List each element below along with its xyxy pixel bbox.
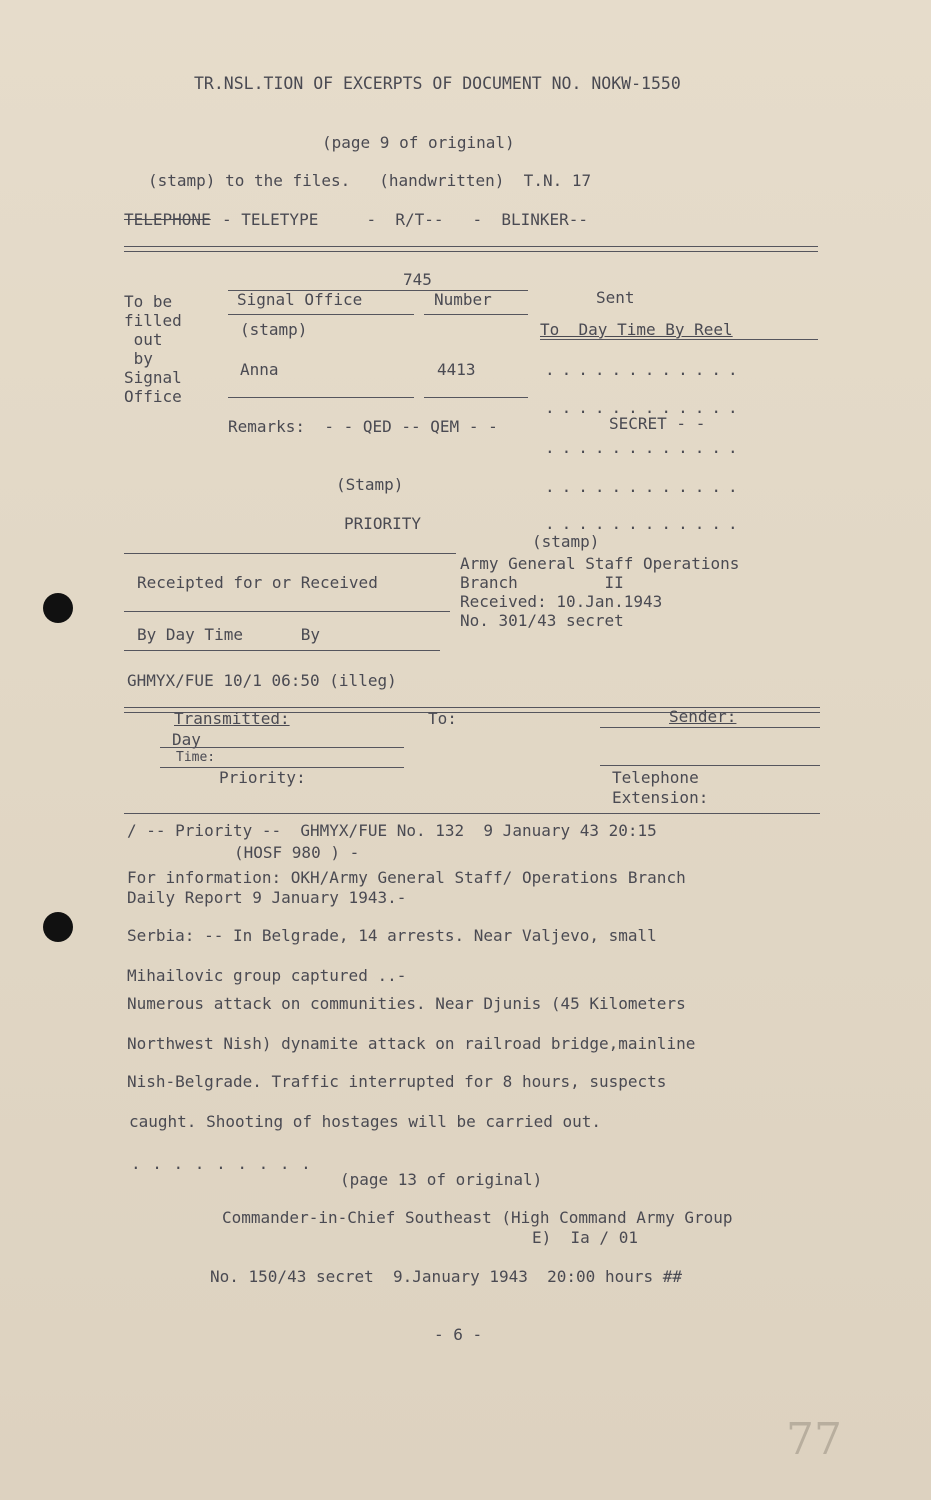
sender-rule [600, 727, 820, 728]
header-rule-2 [124, 251, 818, 252]
form-rule-num [424, 314, 528, 315]
phone-rule [600, 765, 820, 766]
priority-label: PRIORITY [344, 514, 422, 533]
stamp-files-line: (stamp) to the files. (handwritten) T.N. 17 [148, 171, 592, 190]
secret-label: SECRET - - [609, 414, 706, 433]
stamp-label-3: (stamp) [532, 532, 600, 551]
receipted-label: Receipted for or Received [137, 573, 378, 592]
anna-value: Anna [240, 360, 279, 379]
page-reference: (page 9 of original) [322, 133, 515, 152]
day-label: Day [172, 730, 201, 749]
number-top-value: 745 [403, 270, 432, 289]
body-line-6: caught. Shooting of hostages will be carried out. [129, 1112, 602, 1131]
pencil-annotation: 77 [786, 1414, 842, 1465]
page-number: - 6 - [434, 1325, 483, 1344]
dotted-row-2: ............ [545, 398, 745, 417]
transmission-methods: - TELETYPE - R/T-- - BLINKER-- [222, 210, 589, 229]
punch-hole-bottom [43, 912, 73, 942]
body-line-2: Mihailovic group captured ..- [127, 966, 407, 985]
signal-office-label: Signal Office [237, 290, 363, 309]
priority-field-label: Priority: [219, 768, 306, 787]
commander-line-2: E) Ia / 01 [532, 1228, 638, 1247]
to-be-filled-label: To be filled out by Signal Office [124, 292, 182, 406]
form-rule-mid [228, 397, 414, 398]
header-rule [124, 246, 818, 247]
sent-rule [540, 339, 818, 340]
body-line-1: Serbia: -- In Belgrade, 14 arrests. Near Valjevo, small [127, 926, 657, 945]
page-13-reference: (page 13 of original) [340, 1170, 543, 1189]
commander-line: Commander-in-Chief Southeast (High Command Army Group [222, 1208, 733, 1227]
telephone-struck: TELEPHONE [124, 210, 211, 229]
message-header-line: / -- Priority -- GHMYX/FUE No. 132 9 January 43 20:15 [127, 821, 657, 840]
ghmyx-line: GHMYX/FUE 10/1 06:50 (illeg) [127, 671, 397, 690]
dotted-row-5: ............ [545, 514, 745, 533]
by-day-time-label: By Day Time By [137, 625, 321, 644]
stamp-label-2: (Stamp) [336, 475, 404, 494]
remarks-line: Remarks: - - QED -- QEM - - [228, 417, 498, 436]
number-value: 4413 [437, 360, 476, 379]
body-line-3: Numerous attack on communities. Near Djunis (45 Kilometers [127, 994, 686, 1013]
hosf-line: (HOSF 980 ) - [234, 843, 360, 862]
telephone-extension-label: Telephone Extension: [612, 768, 709, 807]
dotted-row-4: ............ [545, 477, 745, 496]
sender-label: Sender: [669, 707, 737, 726]
document-title: TR.NSL.TION OF EXCERPTS OF DOCUMENT NO. NOKW-1550 [194, 74, 681, 93]
ellipsis-dots: . . . . . . . . . [131, 1154, 312, 1173]
punch-hole-top [43, 593, 73, 623]
dotted-row-3: ............ [545, 438, 745, 457]
receipt-rule-mid [124, 611, 450, 612]
body-line-5: Nish-Belgrade. Traffic interrupted for 8 hours, suspects [127, 1072, 667, 1091]
form-rule-sig [228, 314, 414, 315]
receipt-rule-top [124, 553, 456, 554]
sent-label: Sent [596, 288, 635, 307]
to-label: To: [428, 709, 457, 728]
transmit-rule-bottom [124, 813, 820, 814]
receipt-rule-bottom [124, 650, 440, 651]
form-rule-mid-2 [424, 397, 528, 398]
to-day-time-header: To Day Time By Reel [540, 320, 733, 339]
transmitted-label: Transmitted: [174, 709, 290, 728]
for-information-line: For information: OKH/Army General Staff/ Operations Branch Daily Report 9 January 1943.- [127, 868, 686, 907]
day-rule [160, 747, 404, 748]
time-label: Time: [176, 750, 216, 765]
no-150-line: No. 150/43 secret 9.January 1943 20:00 hours ## [210, 1267, 683, 1286]
dotted-row-1: ............ [545, 360, 745, 379]
stamp-label: (stamp) [240, 320, 308, 339]
received-stamp-block: Army General Staff Operations Branch II Received: 10.Jan.1943 No. 301/43 secret [460, 554, 740, 630]
number-label: Number [434, 290, 492, 309]
body-line-4: Northwest Nish) dynamite attack on railroad bridge,mainline [127, 1034, 696, 1053]
